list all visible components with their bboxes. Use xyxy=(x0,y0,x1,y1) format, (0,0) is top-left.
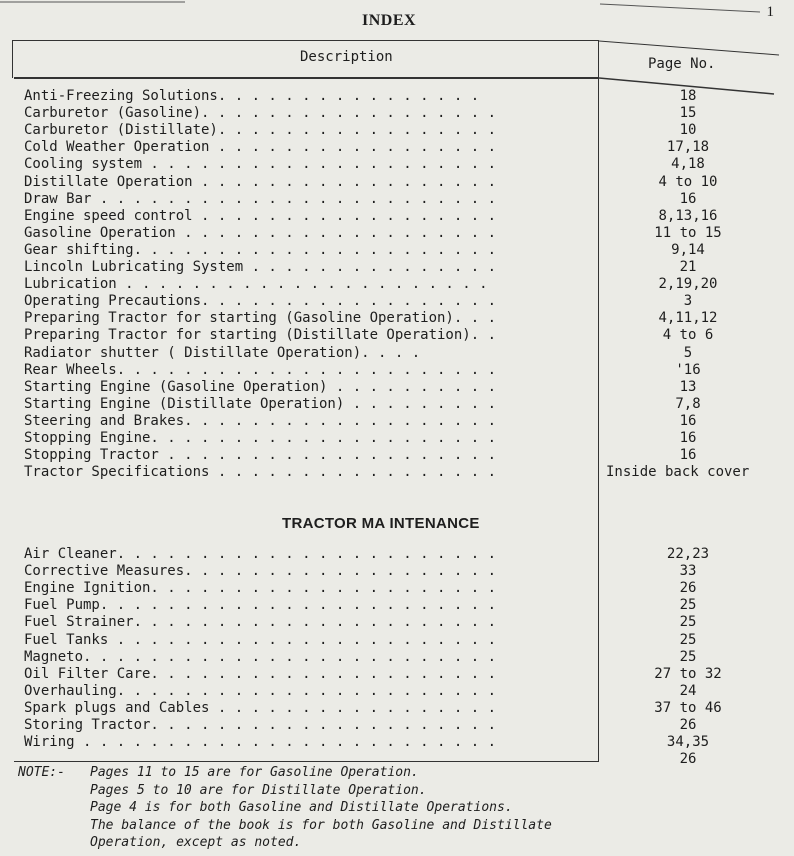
note-line: Page 4 is for both Gasoline and Distillate Operations. xyxy=(90,800,513,815)
entry-description: Steering and Brakes. . . . . . . . . . . . . . . . . . . xyxy=(24,412,497,429)
entry-page: 26 xyxy=(679,751,697,768)
entry-page: 2,19,20 xyxy=(658,276,718,293)
index-row xyxy=(0,464,794,481)
entry-description: Anti-Freezing Solutions. . . . . . . . . . . . . . . . xyxy=(24,88,480,104)
entry-page: 5 xyxy=(683,344,693,361)
entry-page: 7,8 xyxy=(675,395,701,412)
entry-description: Operating Precautions. . . . . . . . . . . . . . . . . . xyxy=(24,293,497,310)
entry-description: Preparing Tractor for starting (Gasoline Operation). . . xyxy=(24,310,497,327)
index-row xyxy=(0,563,794,580)
index-row xyxy=(0,310,794,327)
entry-page: 10 xyxy=(679,122,697,139)
index-row xyxy=(0,430,794,447)
entry-page: 4 to 10 xyxy=(658,173,718,190)
entry-page: 26 xyxy=(679,580,697,597)
entry-page: 16 xyxy=(679,430,697,446)
entry-page: 27 to 32 xyxy=(654,665,722,682)
entry-description: Engine Ignition. . . . . . . . . . . . . . . . . . . . . xyxy=(24,580,497,597)
entry-description: Wiring . . . . . . . . . . . . . . . . . . . . . . . . . xyxy=(24,734,497,751)
maintenance-section-title: TRACTOR MA INTENANCE xyxy=(282,515,480,532)
entry-page: 4,18 xyxy=(671,156,705,173)
index-row xyxy=(0,88,794,105)
index-row xyxy=(0,447,794,464)
entry-page: 24 xyxy=(679,682,697,699)
entry-description: Overhauling. . . . . . . . . . . . . . . . . . . . . . . xyxy=(24,682,497,699)
entry-description: Cooling system . . . . . . . . . . . . . . . . . . . . . xyxy=(24,156,497,173)
note-lines xyxy=(90,764,780,852)
entry-page: 26 xyxy=(679,717,697,733)
index-row xyxy=(0,174,794,191)
index-row xyxy=(0,546,794,563)
entry-page: 37 to 46 xyxy=(654,699,722,716)
entry-page: '16 xyxy=(675,361,701,378)
index-row xyxy=(0,614,794,631)
index-row xyxy=(0,597,794,614)
entry-page: 4 to 6 xyxy=(662,327,714,344)
index-row xyxy=(0,632,794,649)
index-row xyxy=(0,396,794,413)
index-row xyxy=(0,208,794,225)
index-row xyxy=(0,717,794,734)
entry-description: Tractor Specifications . . . . . . . . . . . . . . . . . xyxy=(24,464,497,481)
index-row xyxy=(0,379,794,396)
entry-description: Distillate Operation . . . . . . . . . . . . . . . . . . xyxy=(24,173,497,190)
index-row xyxy=(0,122,794,139)
entry-description: Starting Engine (Distillate Operation) . . . . . . . . . xyxy=(24,395,497,412)
entry-page: 16 xyxy=(679,190,697,207)
entry-page: 18 xyxy=(679,88,697,104)
page-number: 1 xyxy=(766,4,774,20)
entry-page: 15 xyxy=(679,105,697,122)
entry-page: 34,35 xyxy=(666,734,710,751)
index-row xyxy=(0,734,794,751)
header-top-rule xyxy=(12,40,599,41)
entry-page: 33 xyxy=(679,563,697,580)
entry-description: Fuel Pump. . . . . . . . . . . . . . . . . . . . . . . . xyxy=(24,597,497,614)
note-line: Operation, except as noted. xyxy=(90,835,302,850)
entry-page: 25 xyxy=(679,631,697,648)
entry-page: 25 xyxy=(679,597,697,614)
entry-description: Stopping Engine. . . . . . . . . . . . . . . . . . . . . xyxy=(24,430,497,446)
index-row xyxy=(0,345,794,362)
table-left-rule xyxy=(12,40,13,78)
entry-page: 11 to 15 xyxy=(654,224,722,241)
entry-page: 25 xyxy=(679,648,697,665)
page-title: INDEX xyxy=(362,12,417,29)
entry-description: Magneto. . . . . . . . . . . . . . . . . . . . . . . . . xyxy=(24,648,497,665)
page-no-header: Page No. xyxy=(648,56,716,72)
header-bottom-rule xyxy=(14,77,599,79)
entry-description: Rear Wheels. . . . . . . . . . . . . . . . . . . . . . . xyxy=(24,361,497,378)
entry-description: Corrective Measures. . . . . . . . . . . . . . . . . . . xyxy=(24,563,497,580)
entry-page: 16 xyxy=(679,447,697,464)
index-row xyxy=(0,276,794,293)
description-header: Description xyxy=(300,49,393,65)
entry-page: 3 xyxy=(683,293,693,310)
index-row xyxy=(0,580,794,597)
note-line: Pages 11 to 15 are for Gasoline Operation. xyxy=(90,765,419,780)
entry-description: Engine speed control . . . . . . . . . . . . . . . . . . xyxy=(24,207,497,224)
entry-description: Carburetor (Gasoline). . . . . . . . . . . . . . . . . . xyxy=(24,105,497,122)
entry-description: Cold Weather Operation . . . . . . . . . . . . . . . . . xyxy=(24,139,497,156)
entry-page: 4,11,12 xyxy=(658,310,718,327)
entry-description: Carburetor (Distillate). . . . . . . . . . . . . . . . . xyxy=(24,122,497,139)
entry-description: Storing Tractor. . . . . . . . . . . . . . . . . . . . . xyxy=(24,717,497,733)
index-row xyxy=(0,156,794,173)
note-line: Pages 5 to 10 are for Distillate Operation. xyxy=(90,782,427,798)
note-line: The balance of the book is for both Gasoline and Distillate xyxy=(90,817,552,833)
entry-description: Starting Engine (Gasoline Operation) . . . . . . . . . . xyxy=(24,378,497,395)
index-row xyxy=(0,242,794,259)
entry-page: 21 xyxy=(679,259,697,275)
entry-description: Lubrication . . . . . . . . . . . . . . . . . . . . . . xyxy=(24,276,488,293)
index-row xyxy=(0,700,794,717)
index-row xyxy=(0,225,794,242)
index-row xyxy=(0,362,794,379)
index-row xyxy=(0,683,794,700)
entry-page: 8,13,16 xyxy=(658,207,718,224)
entry-description: Oil Filter Care. . . . . . . . . . . . . . . . . . . . . xyxy=(24,665,497,682)
entry-description: Draw Bar . . . . . . . . . . . . . . . . . . . . . . . . xyxy=(24,190,497,207)
index-row xyxy=(0,413,794,430)
note-label: NOTE:- xyxy=(18,765,65,780)
index-row xyxy=(0,649,794,666)
entry-page: 13 xyxy=(679,378,697,395)
index-row xyxy=(0,105,794,122)
entry-page: 25 xyxy=(679,614,697,631)
entry-page: 16 xyxy=(679,412,697,429)
entry-page: 22,23 xyxy=(666,546,710,562)
entry-description: Gear shifting. . . . . . . . . . . . . . . . . . . . . . xyxy=(24,241,497,258)
index-row xyxy=(0,666,794,683)
entry-description: Radiator shutter ( Distillate Operation). . . . xyxy=(24,344,421,361)
entry-description: Spark plugs and Cables . . . . . . . . . . . . . . . . . xyxy=(24,699,497,716)
index-row xyxy=(0,293,794,310)
entry-page: Inside back cover xyxy=(606,464,750,481)
entry-description: Fuel Tanks . . . . . . . . . . . . . . . . . . . . . . . xyxy=(24,631,497,648)
index-row xyxy=(0,259,794,276)
entry-description: Fuel Strainer. . . . . . . . . . . . . . . . . . . . . . xyxy=(24,614,497,631)
entry-page: 9,14 xyxy=(671,241,705,258)
entry-description: Stopping Tractor . . . . . . . . . . . . . . . . . . . . xyxy=(24,447,497,464)
index-row xyxy=(0,139,794,156)
note-top-rule xyxy=(14,761,599,762)
entry-description: Air Cleaner. . . . . . . . . . . . . . . . . . . . . . . xyxy=(24,546,497,562)
entry-description: Lincoln Lubricating System . . . . . . . . . . . . . . . xyxy=(24,259,497,275)
index-row xyxy=(0,327,794,344)
entry-description: Gasoline Operation . . . . . . . . . . . . . . . . . . . xyxy=(24,224,497,241)
entry-page: 17,18 xyxy=(666,139,710,156)
entry-description: Preparing Tractor for starting (Distillate Operation). . xyxy=(24,327,497,344)
index-row xyxy=(0,191,794,208)
